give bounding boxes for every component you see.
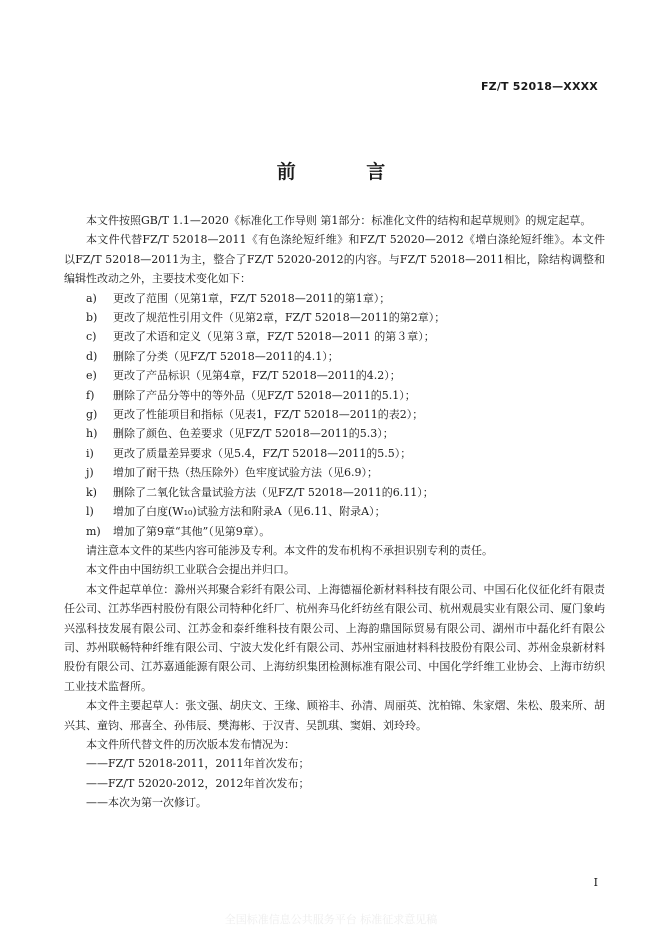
history-item: ——FZ/T 52018-2011，2011年首次发布；	[86, 757, 310, 771]
proposer-paragraph: 本文件由中国纺织工业联合会提出并归口。	[86, 563, 295, 577]
list-label: m)	[86, 524, 101, 538]
list-text: 删除了产品分等中的等外品（见FZ/T 52018—2011的5.1）；	[113, 388, 416, 402]
document-code: FZ/T 52018—XXXX	[480, 80, 598, 93]
list-text: 更改了范围（见第1章，FZ/T 52018—2011的第1章）；	[113, 291, 391, 305]
list-item	[64, 405, 605, 424]
list-text: 删除了二氧化钛含量试验方法（见FZ/T 52018—2011的6.11）；	[113, 485, 434, 499]
list-label: d)	[86, 349, 98, 363]
list-text: 更改了性能项目和指标（见表1，FZ/T 52018—2011的表2）；	[113, 408, 424, 422]
list-item	[64, 522, 605, 541]
history-item: ——本次为第一次修订。	[86, 796, 207, 810]
list-label: g)	[86, 408, 98, 422]
list-item	[64, 483, 605, 502]
list-label: c)	[86, 330, 97, 344]
list-label: e)	[86, 369, 97, 383]
list-text: 更改了质量差异要求（见5.4，FZ/T 52018—2011的5.5）；	[113, 446, 412, 460]
changes-list	[64, 289, 605, 541]
intro-paragraph: 本文件代替FZ/T 52018—2011《有色涤纶短纤维》和FZ/T 52020—2012《增白涤纶短纤维》。本文件以FZ/T 52018—2011为主，整合了FZ/T 52020-2012的内容。与FZ/T 52018—2011相比，除结构调整和编辑性改动之外，主要技术变化如下：	[64, 233, 605, 286]
list-item	[64, 502, 605, 521]
list-text: 删除了分类（见FZ/T 52018—2011的4.1）；	[113, 349, 339, 363]
list-label: f)	[86, 388, 95, 402]
list-item	[64, 386, 605, 405]
drafters: 本文件主要起草人：张文强、胡庆文、王缘、顾裕丰、孙清、周丽英、沈柏锦、朱家熠、朱松、殷来所、胡兴其、童钧、邢喜全、孙伟辰、樊海彬、于汉青、吴凯琪、窦娟、刘玲玲。	[64, 699, 605, 732]
history-item: ——FZ/T 52020-2012，2012年首次发布；	[86, 776, 310, 790]
list-text: 更改了产品标识（见第4章，FZ/T 52018—2011的4.2）；	[113, 369, 401, 383]
page-number: I	[593, 876, 598, 889]
list-label: h)	[86, 427, 98, 441]
document-body	[64, 211, 605, 813]
list-item	[64, 463, 605, 482]
list-text: 更改了术语和定义（见第３章，FZ/T 52018—2011 的第３章）；	[113, 330, 435, 344]
list-item	[64, 308, 605, 327]
list-label: k)	[86, 485, 97, 499]
intro-paragraph: 本文件按照GB/T 1.1—2020《标准化工作导则 第1部分：标准化文件的结构和起草规则》的规定起草。	[86, 214, 592, 227]
list-item	[64, 347, 605, 366]
drafting-organizations: 本文件起草单位：滁州兴邦聚合彩纤有限公司、上海德福伦新材料科技有限公司、中国石化仪征化纤有限责任公司、江苏华西村股份有限公司特种化纤厂、杭州奔马化纤纺丝有限公司、杭州观晨实业有限公司、厦门象屿兴泓科技发展有限公司、江苏金和泰纤维科技有限公司、上海韵鼎国际贸易有限公司、湖州市中磊化纤有限公司、苏州联畅特种纤维有限公司、宁波大发化纤有限公司、苏州宝丽迪材料科技股份有限公司、苏州金泉新材料股份有限公司、江苏嘉通能源有限公司、上海纺织集团检测标准有限公司、中国化学纤维工业协会、上海市纺织工业技术监督所。	[64, 582, 605, 693]
history-intro: 本文件所代替文件的历次版本发布情况为：	[86, 737, 295, 751]
list-item	[64, 366, 605, 385]
list-label: j)	[86, 466, 94, 480]
watermark: 全国标准信息公共服务平台 标准征求意见稿	[224, 913, 438, 926]
list-label: l)	[86, 505, 94, 519]
list-text: 增加了第9章“其他”（见第9章）。	[113, 524, 271, 538]
list-label: b)	[86, 311, 98, 325]
list-item	[64, 327, 605, 346]
list-text: 删除了颜色、色差要求（见FZ/T 52018—2011的5.3）；	[113, 427, 394, 441]
list-item	[64, 289, 605, 308]
patent-notice: 请注意本文件的某些内容可能涉及专利。本文件的发布机构不承担识别专利的责任。	[86, 543, 493, 557]
list-text: 更改了规范性引用文件（见第2章，FZ/T 52018—2011的第2章）；	[113, 311, 446, 325]
list-label: a)	[86, 291, 97, 305]
list-item	[64, 444, 605, 463]
list-item	[64, 424, 605, 443]
list-label: i)	[86, 446, 94, 460]
page-title: 前 言	[276, 161, 418, 183]
list-text: 增加了耐干热（热压除外）色牢度试验方法（见6.9）；	[113, 466, 378, 480]
list-text: 增加了白度(W₁₀)试验方法和附录A（见6.11、附录A）；	[113, 505, 386, 519]
